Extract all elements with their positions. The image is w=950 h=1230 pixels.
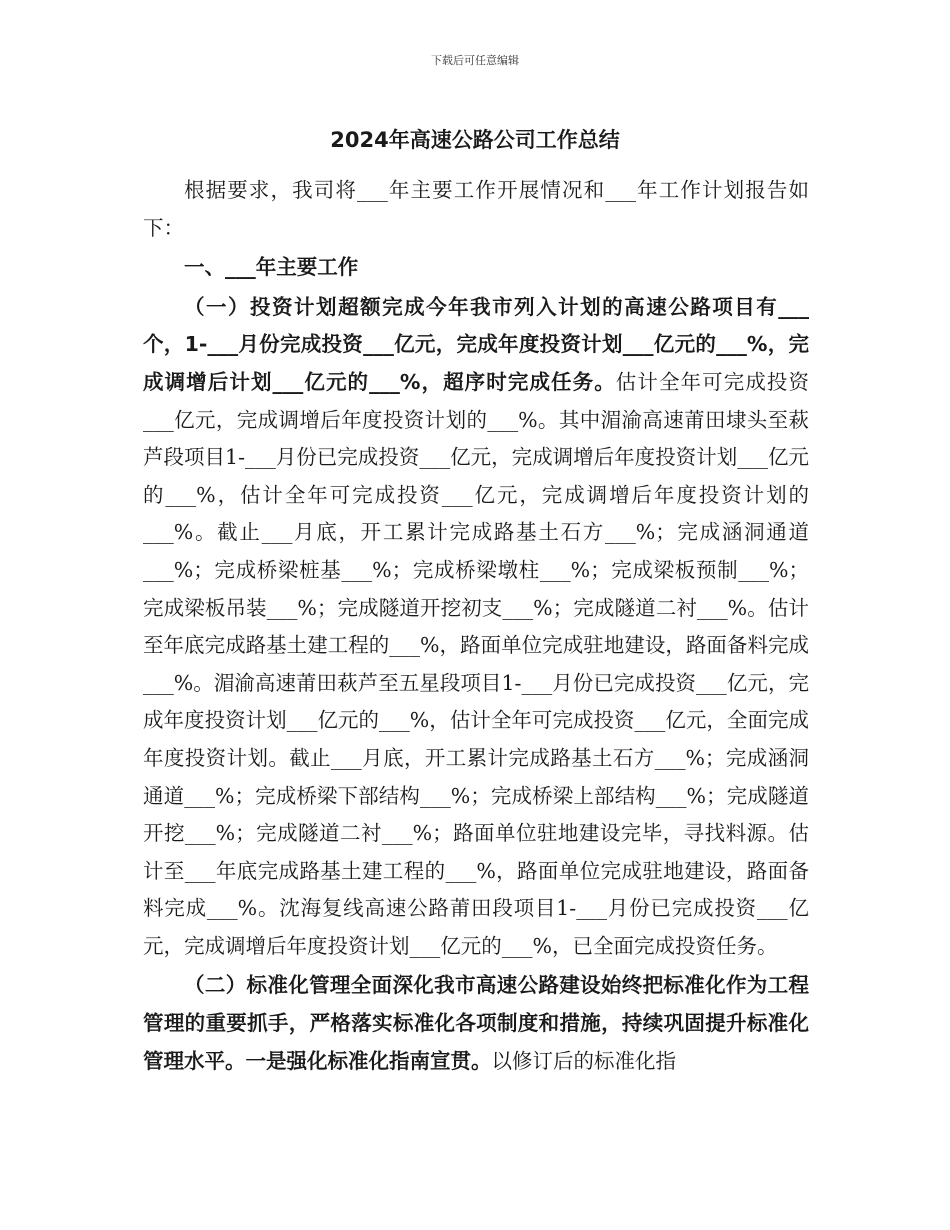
page-header: 下载后可任意编辑 — [431, 54, 519, 67]
section-heading: 一、___年主要工作 — [184, 255, 359, 280]
document-title: 2024年高速公路公司工作总结 — [330, 128, 620, 152]
intro-paragraph: 根据要求，我司将___年主要工作开展情况和___年工作计划报告如下： — [143, 178, 809, 240]
paragraph-standardization-body: 以修订后的标准化指 — [491, 1048, 676, 1073]
document-body — [143, 172, 809, 1080]
paragraph-standardization — [143, 967, 809, 1080]
paragraph-investment — [143, 289, 809, 966]
paragraph-standardization-lead: （二）标准化管理全面深化我市高速公路建设始终把标准化作为工程管理的重要抓手，严格落实标准化各项制度和措施，持续巩固提升标准化管理水平。一是强化标准化指南宣贯。 — [143, 973, 809, 1073]
paragraph-investment-lead: （一）投资计划超额完成今年我市列入计划的高速公路项目有___个，1-___月份完成投资___亿元，完成年度投资计划___亿元的___%，完成调增后计划___亿元的___%，超序时完成任务。 — [143, 294, 809, 394]
paragraph-investment-body: 估计全年可完成投资___亿元，完成调增后年度投资计划的___%。其中湄渝高速莆田埭头至萩芦段项目1-___月份已完成投资___亿元，完成调增后年度投资计划___亿元的___%，估计全年可完成投资___亿元，完成调增后年度投资计划的___%。截止___月底，开工累计完成路基土石方___%；完成涵洞通道___%；完成桥梁桩基___%；完成桥梁墩柱___%；完成梁板预制___%；完成梁板吊装___%；完成隧道开挖初支___%；完成隧道二衬___%。估计至年底完成路基土建工程的___%，路面单位完成驻地建设，路面备料完成___%。湄渝高速莆田萩芦至五星段项目1-___月份已完成投资___亿元，完成年度投资计划___亿元的___%，估计全年可完成投资___亿元，全面完成年度投资计划。截止___月底，开工累计完成路基土石方___%；完成涵洞通道___%；完成桥梁下部结构___%；完成桥梁上部结构___%；完成隧道开挖___%；完成隧道二衬___%；路面单位驻地建设完毕，寻找料源。估计至___年底完成路基土建工程的___%，路面单位完成驻地建设，路面备料完成___%。沈海复线高速公路莆田段项目1-___月份已完成投资___亿元，完成调增后年度投资计划___亿元的___%，已全面完成投资任务。 — [143, 369, 809, 958]
